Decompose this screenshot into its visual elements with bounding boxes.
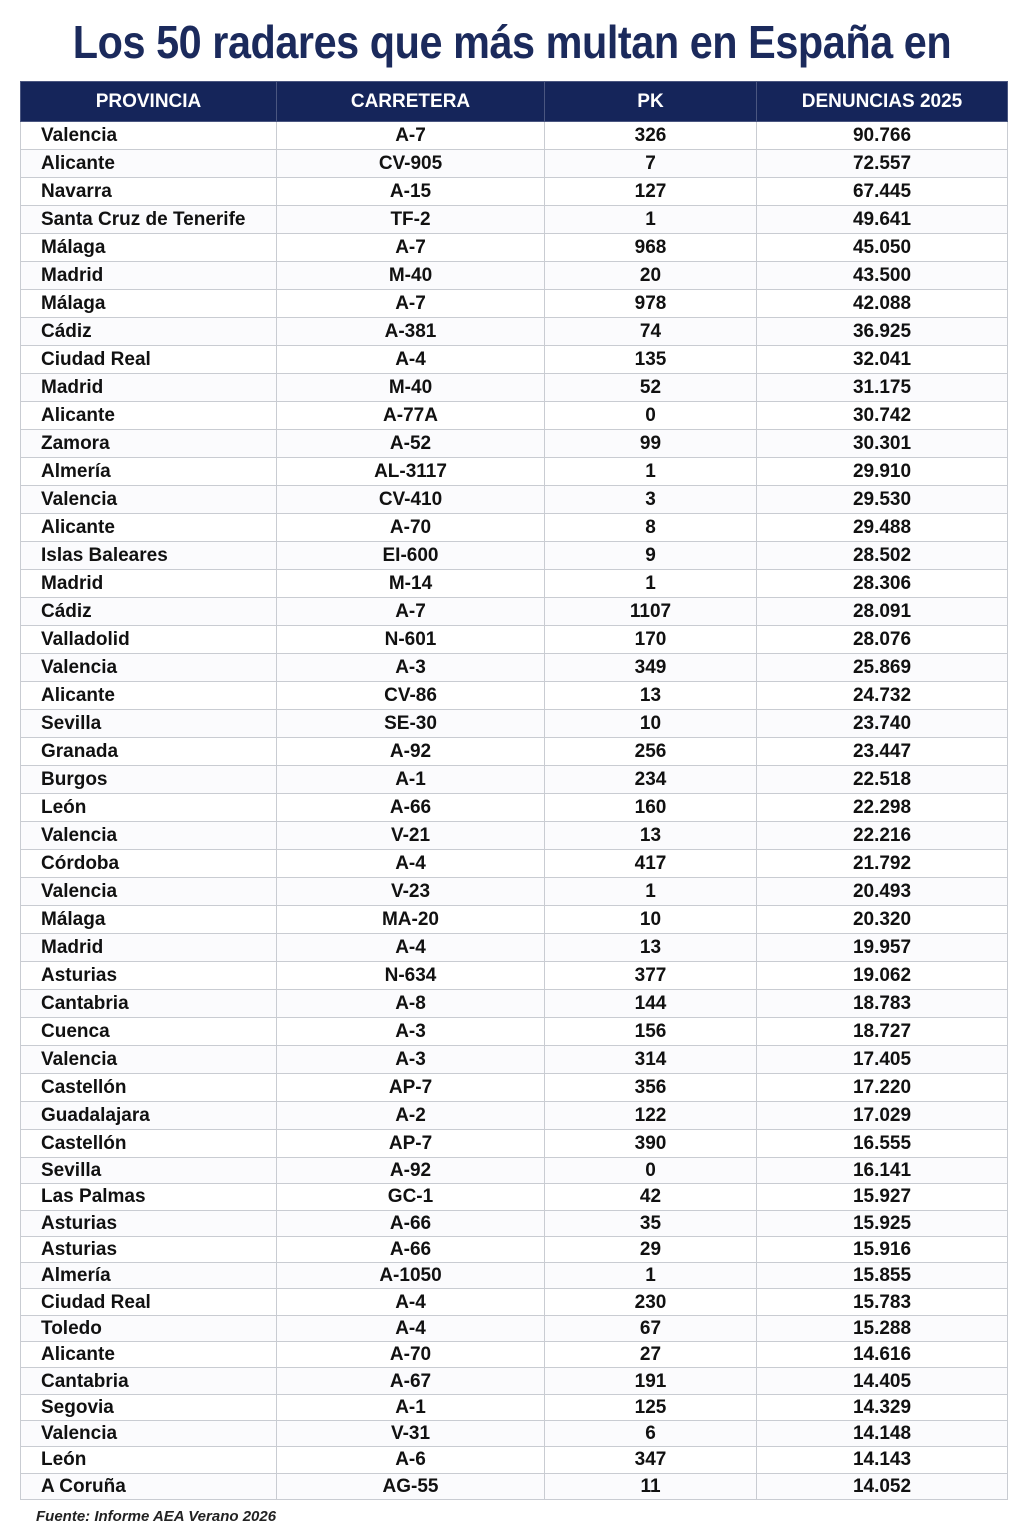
- cell-denuncias: 14.405: [757, 1368, 1008, 1394]
- cell-provincia: Cádiz: [21, 598, 277, 626]
- cell-pk: 1: [545, 878, 757, 906]
- cell-denuncias: 23.447: [757, 738, 1008, 766]
- cell-carretera: A-66: [277, 1210, 545, 1236]
- cell-carretera: N-601: [277, 626, 545, 654]
- cell-pk: 1: [545, 570, 757, 598]
- cell-carretera: A-66: [277, 1236, 545, 1262]
- cell-denuncias: 17.405: [757, 1046, 1008, 1074]
- cell-pk: 156: [545, 1018, 757, 1046]
- cell-carretera: A-1: [277, 1394, 545, 1420]
- cell-provincia: Islas Baleares: [21, 542, 277, 570]
- cell-carretera: A-7: [277, 598, 545, 626]
- cell-carretera: A-67: [277, 1368, 545, 1394]
- cell-provincia: Madrid: [21, 374, 277, 402]
- cell-pk: 74: [545, 318, 757, 346]
- cell-provincia: Málaga: [21, 290, 277, 318]
- cell-pk: 8: [545, 514, 757, 542]
- cell-pk: 11: [545, 1473, 757, 1499]
- cell-pk: 326: [545, 122, 757, 150]
- cell-pk: 99: [545, 430, 757, 458]
- cell-denuncias: 19.062: [757, 962, 1008, 990]
- header-row: [21, 82, 1008, 122]
- table-row: [21, 1289, 1008, 1315]
- cell-provincia: A Coruña: [21, 1473, 277, 1499]
- cell-pk: 52: [545, 374, 757, 402]
- cell-denuncias: 67.445: [757, 178, 1008, 206]
- cell-carretera: A-4: [277, 1289, 545, 1315]
- cell-carretera: V-23: [277, 878, 545, 906]
- cell-provincia: Málaga: [21, 906, 277, 934]
- column-header-pk: PK: [545, 82, 757, 122]
- cell-provincia: Castellón: [21, 1074, 277, 1102]
- table-row: [21, 794, 1008, 822]
- cell-carretera: A-4: [277, 850, 545, 878]
- cell-carretera: CV-86: [277, 682, 545, 710]
- table-row: [21, 738, 1008, 766]
- cell-provincia: Granada: [21, 738, 277, 766]
- cell-provincia: Cuenca: [21, 1018, 277, 1046]
- table-row: [21, 1210, 1008, 1236]
- cell-pk: 417: [545, 850, 757, 878]
- table-row: [21, 318, 1008, 346]
- cell-carretera: A-7: [277, 290, 545, 318]
- table-row: [21, 570, 1008, 598]
- table-row: [21, 1236, 1008, 1262]
- table-row: [21, 1102, 1008, 1130]
- cell-provincia: Málaga: [21, 234, 277, 262]
- cell-pk: 390: [545, 1130, 757, 1158]
- table-row: [21, 1394, 1008, 1420]
- cell-denuncias: 15.927: [757, 1184, 1008, 1210]
- cell-pk: 191: [545, 1368, 757, 1394]
- cell-provincia: Guadalajara: [21, 1102, 277, 1130]
- cell-pk: 125: [545, 1394, 757, 1420]
- table-row: [21, 1130, 1008, 1158]
- cell-pk: 314: [545, 1046, 757, 1074]
- cell-carretera: M-40: [277, 262, 545, 290]
- cell-pk: 3: [545, 486, 757, 514]
- cell-denuncias: 30.742: [757, 402, 1008, 430]
- cell-pk: 7: [545, 150, 757, 178]
- cell-carretera: TF-2: [277, 206, 545, 234]
- cell-carretera: M-14: [277, 570, 545, 598]
- cell-provincia: Valencia: [21, 1420, 277, 1446]
- cell-carretera: A-381: [277, 318, 545, 346]
- cell-denuncias: 28.306: [757, 570, 1008, 598]
- table-row: [21, 1074, 1008, 1102]
- cell-denuncias: 30.301: [757, 430, 1008, 458]
- cell-denuncias: 16.141: [757, 1158, 1008, 1184]
- table-row: [21, 962, 1008, 990]
- cell-carretera: CV-410: [277, 486, 545, 514]
- cell-pk: 978: [545, 290, 757, 318]
- cell-provincia: Ciudad Real: [21, 1289, 277, 1315]
- cell-pk: 1107: [545, 598, 757, 626]
- table-row: [21, 458, 1008, 486]
- table-row: [21, 822, 1008, 850]
- cell-provincia: Alicante: [21, 514, 277, 542]
- cell-provincia: Santa Cruz de Tenerife: [21, 206, 277, 234]
- cell-carretera: A-1050: [277, 1263, 545, 1289]
- cell-pk: 67: [545, 1315, 757, 1341]
- cell-pk: 13: [545, 822, 757, 850]
- cell-denuncias: 18.727: [757, 1018, 1008, 1046]
- cell-carretera: A-77A: [277, 402, 545, 430]
- table-row: [21, 346, 1008, 374]
- cell-denuncias: 14.052: [757, 1473, 1008, 1499]
- cell-pk: 356: [545, 1074, 757, 1102]
- cell-provincia: Alicante: [21, 402, 277, 430]
- cell-carretera: A-3: [277, 654, 545, 682]
- cell-provincia: Sevilla: [21, 710, 277, 738]
- cell-pk: 347: [545, 1447, 757, 1473]
- cell-provincia: Sevilla: [21, 1158, 277, 1184]
- cell-denuncias: 31.175: [757, 374, 1008, 402]
- cell-denuncias: 22.216: [757, 822, 1008, 850]
- cell-pk: 35: [545, 1210, 757, 1236]
- cell-denuncias: 17.029: [757, 1102, 1008, 1130]
- table-row: [21, 234, 1008, 262]
- cell-pk: 1: [545, 206, 757, 234]
- cell-denuncias: 14.148: [757, 1420, 1008, 1446]
- table-row: [21, 122, 1008, 150]
- cell-denuncias: 19.957: [757, 934, 1008, 962]
- table-row: [21, 178, 1008, 206]
- cell-provincia: Almería: [21, 1263, 277, 1289]
- source-note: Fuente: Informe AEA Verano 2026: [36, 1508, 277, 1525]
- table-row: [21, 542, 1008, 570]
- cell-provincia: Alicante: [21, 1342, 277, 1368]
- cell-denuncias: 23.740: [757, 710, 1008, 738]
- cell-denuncias: 49.641: [757, 206, 1008, 234]
- cell-provincia: Córdoba: [21, 850, 277, 878]
- table-row: [21, 262, 1008, 290]
- cell-pk: 13: [545, 934, 757, 962]
- table-row: [21, 1368, 1008, 1394]
- table-row: [21, 290, 1008, 318]
- cell-denuncias: 36.925: [757, 318, 1008, 346]
- cell-denuncias: 28.502: [757, 542, 1008, 570]
- table-row: [21, 150, 1008, 178]
- cell-provincia: León: [21, 794, 277, 822]
- cell-denuncias: 42.088: [757, 290, 1008, 318]
- cell-pk: 127: [545, 178, 757, 206]
- table-row: [21, 1046, 1008, 1074]
- table-row: [21, 990, 1008, 1018]
- cell-pk: 230: [545, 1289, 757, 1315]
- cell-denuncias: 45.050: [757, 234, 1008, 262]
- cell-carretera: AG-55: [277, 1473, 545, 1499]
- cell-pk: 20: [545, 262, 757, 290]
- cell-pk: 27: [545, 1342, 757, 1368]
- table-row: [21, 1342, 1008, 1368]
- cell-provincia: Valencia: [21, 654, 277, 682]
- cell-provincia: Asturias: [21, 962, 277, 990]
- cell-carretera: MA-20: [277, 906, 545, 934]
- table-row: [21, 850, 1008, 878]
- cell-carretera: EI-600: [277, 542, 545, 570]
- cell-provincia: Zamora: [21, 430, 277, 458]
- cell-denuncias: 21.792: [757, 850, 1008, 878]
- column-header-denuncias: DENUNCIAS 2025: [757, 82, 1008, 122]
- table-row: [21, 1263, 1008, 1289]
- cell-denuncias: 22.298: [757, 794, 1008, 822]
- table-row: [21, 430, 1008, 458]
- cell-provincia: Ciudad Real: [21, 346, 277, 374]
- cell-pk: 170: [545, 626, 757, 654]
- cell-carretera: A-3: [277, 1046, 545, 1074]
- cell-denuncias: 14.329: [757, 1394, 1008, 1420]
- cell-provincia: Valencia: [21, 822, 277, 850]
- cell-carretera: SE-30: [277, 710, 545, 738]
- page-title: Los 50 radares que más multan en España en: [72, 16, 952, 68]
- cell-denuncias: 29.910: [757, 458, 1008, 486]
- cell-carretera: A-66: [277, 794, 545, 822]
- cell-denuncias: 29.488: [757, 514, 1008, 542]
- cell-provincia: Cantabria: [21, 1368, 277, 1394]
- cell-pk: 256: [545, 738, 757, 766]
- cell-denuncias: 15.783: [757, 1289, 1008, 1315]
- table-row: [21, 710, 1008, 738]
- cell-pk: 122: [545, 1102, 757, 1130]
- cell-carretera: V-31: [277, 1420, 545, 1446]
- cell-carretera: A-70: [277, 1342, 545, 1368]
- cell-denuncias: 14.143: [757, 1447, 1008, 1473]
- column-header-provincia: PROVINCIA: [21, 82, 277, 122]
- table-header: [21, 82, 1008, 122]
- cell-denuncias: 15.288: [757, 1315, 1008, 1341]
- cell-carretera: A-7: [277, 234, 545, 262]
- cell-carretera: V-21: [277, 822, 545, 850]
- cell-carretera: AP-7: [277, 1130, 545, 1158]
- cell-provincia: Madrid: [21, 570, 277, 598]
- cell-pk: 135: [545, 346, 757, 374]
- cell-provincia: Valencia: [21, 122, 277, 150]
- cell-provincia: Valencia: [21, 1046, 277, 1074]
- table-row: [21, 1420, 1008, 1446]
- table-row: [21, 878, 1008, 906]
- cell-carretera: A-52: [277, 430, 545, 458]
- cell-denuncias: 22.518: [757, 766, 1008, 794]
- cell-provincia: Asturias: [21, 1210, 277, 1236]
- cell-denuncias: 15.916: [757, 1236, 1008, 1262]
- cell-carretera: N-634: [277, 962, 545, 990]
- cell-carretera: AL-3117: [277, 458, 545, 486]
- table-row: [21, 934, 1008, 962]
- cell-denuncias: 90.766: [757, 122, 1008, 150]
- cell-denuncias: 16.555: [757, 1130, 1008, 1158]
- table-row: [21, 654, 1008, 682]
- cell-denuncias: 15.925: [757, 1210, 1008, 1236]
- table-row: [21, 598, 1008, 626]
- cell-pk: 968: [545, 234, 757, 262]
- cell-denuncias: 24.732: [757, 682, 1008, 710]
- cell-carretera: A-4: [277, 934, 545, 962]
- cell-provincia: Castellón: [21, 1130, 277, 1158]
- cell-denuncias: 29.530: [757, 486, 1008, 514]
- cell-pk: 144: [545, 990, 757, 1018]
- cell-provincia: Alicante: [21, 682, 277, 710]
- cell-denuncias: 20.493: [757, 878, 1008, 906]
- table-row: [21, 1447, 1008, 1473]
- table-row: [21, 1184, 1008, 1210]
- table-row: [21, 514, 1008, 542]
- cell-denuncias: 72.557: [757, 150, 1008, 178]
- cell-carretera: A-2: [277, 1102, 545, 1130]
- cell-pk: 29: [545, 1236, 757, 1262]
- cell-provincia: Segovia: [21, 1394, 277, 1420]
- cell-provincia: Alicante: [21, 150, 277, 178]
- table-row: [21, 1018, 1008, 1046]
- cell-denuncias: 15.855: [757, 1263, 1008, 1289]
- cell-provincia: Asturias: [21, 1236, 277, 1262]
- table-row: [21, 1473, 1008, 1499]
- cell-carretera: A-6: [277, 1447, 545, 1473]
- cell-carretera: CV-905: [277, 150, 545, 178]
- table-row: [21, 682, 1008, 710]
- cell-pk: 42: [545, 1184, 757, 1210]
- cell-carretera: A-7: [277, 122, 545, 150]
- cell-denuncias: 28.076: [757, 626, 1008, 654]
- cell-provincia: Navarra: [21, 178, 277, 206]
- cell-provincia: Valencia: [21, 486, 277, 514]
- table-row: [21, 206, 1008, 234]
- cell-pk: 9: [545, 542, 757, 570]
- cell-denuncias: 17.220: [757, 1074, 1008, 1102]
- cell-pk: 377: [545, 962, 757, 990]
- cell-denuncias: 32.041: [757, 346, 1008, 374]
- table-row: [21, 1158, 1008, 1184]
- cell-provincia: Madrid: [21, 934, 277, 962]
- cell-pk: 1: [545, 1263, 757, 1289]
- cell-pk: 0: [545, 1158, 757, 1184]
- cell-carretera: AP-7: [277, 1074, 545, 1102]
- table-body: [21, 122, 1008, 1500]
- cell-provincia: Valladolid: [21, 626, 277, 654]
- cell-pk: 234: [545, 766, 757, 794]
- table-row: [21, 626, 1008, 654]
- cell-provincia: Burgos: [21, 766, 277, 794]
- cell-carretera: A-15: [277, 178, 545, 206]
- cell-pk: 6: [545, 1420, 757, 1446]
- table-row: [21, 402, 1008, 430]
- cell-denuncias: 14.616: [757, 1342, 1008, 1368]
- radar-table: [20, 81, 1008, 1500]
- cell-pk: 349: [545, 654, 757, 682]
- cell-provincia: Las Palmas: [21, 1184, 277, 1210]
- cell-pk: 1: [545, 458, 757, 486]
- cell-denuncias: 43.500: [757, 262, 1008, 290]
- cell-provincia: Cádiz: [21, 318, 277, 346]
- cell-carretera: A-8: [277, 990, 545, 1018]
- cell-carretera: A-92: [277, 1158, 545, 1184]
- cell-carretera: GC-1: [277, 1184, 545, 1210]
- cell-provincia: Valencia: [21, 878, 277, 906]
- cell-carretera: A-92: [277, 738, 545, 766]
- cell-pk: 13: [545, 682, 757, 710]
- cell-pk: 0: [545, 402, 757, 430]
- cell-denuncias: 28.091: [757, 598, 1008, 626]
- cell-carretera: M-40: [277, 374, 545, 402]
- table-row: [21, 486, 1008, 514]
- table-row: [21, 906, 1008, 934]
- cell-carretera: A-1: [277, 766, 545, 794]
- cell-provincia: Cantabria: [21, 990, 277, 1018]
- cell-pk: 10: [545, 906, 757, 934]
- cell-pk: 10: [545, 710, 757, 738]
- cell-provincia: Almería: [21, 458, 277, 486]
- cell-carretera: A-4: [277, 346, 545, 374]
- cell-denuncias: 18.783: [757, 990, 1008, 1018]
- table-row: [21, 374, 1008, 402]
- cell-carretera: A-4: [277, 1315, 545, 1341]
- cell-provincia: Madrid: [21, 262, 277, 290]
- table-row: [21, 1315, 1008, 1341]
- cell-denuncias: 20.320: [757, 906, 1008, 934]
- cell-denuncias: 25.869: [757, 654, 1008, 682]
- cell-provincia: León: [21, 1447, 277, 1473]
- cell-carretera: A-3: [277, 1018, 545, 1046]
- column-header-carretera: CARRETERA: [277, 82, 545, 122]
- cell-pk: 160: [545, 794, 757, 822]
- cell-provincia: Toledo: [21, 1315, 277, 1341]
- cell-carretera: A-70: [277, 514, 545, 542]
- table-row: [21, 766, 1008, 794]
